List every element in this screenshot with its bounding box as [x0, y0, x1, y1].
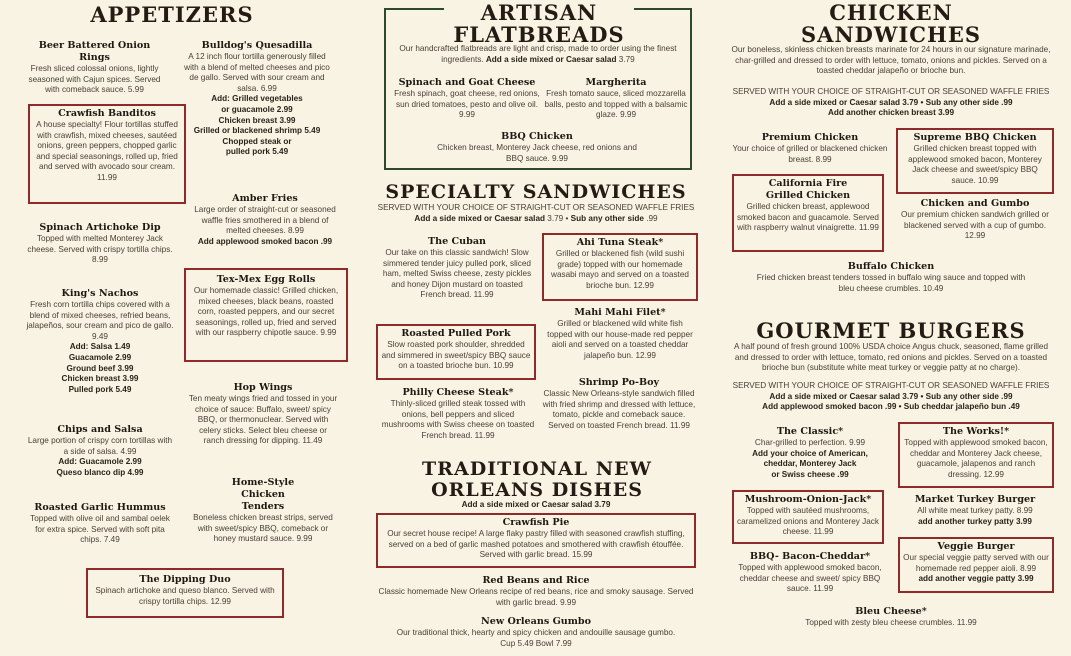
item-desc: Topped with applewood smoked bacon, cheddar cheese and sweet/ spicy BBQ sauce. 11.99 — [738, 563, 882, 594]
item-desc: Topped with applewood smoked bacon, cheddar and Monterey Jack cheese, guacamole, jalapenos and ranch dressing. 12.99 — [904, 438, 1048, 479]
item-desc: A house specialty! Flour tortillas stuffed with crawfish, mixed cheeses, sautéed onions, green peppers, chopped garlic and special seasonings, rolled up, fried and served with avocado sour cream. 11.99 — [36, 120, 178, 182]
item-desc: Fresh sliced colossal onions, lightly seasoned with Cajun spices. Served with comeback sauce. 5.99 — [28, 64, 161, 95]
item-name: The Cuban — [427, 236, 487, 247]
item-desc: Grilled chicken breast topped with applewood smoked bacon, Monterey Jack cheese and sweet/spicy BBQ sauce. 10.99 — [908, 144, 1042, 185]
item-add: Ground beef 3.99 — [66, 363, 134, 373]
served-text: SERVED WITH YOUR CHOICE OF STRAIGHT-CUT OR SEASONED WAFFLE FRIES — [377, 203, 695, 212]
item-add: Add: Guacamole 2.99 — [58, 457, 142, 467]
item-desc: Fresh spinach, goat cheese, red onions, sun dried tomatoes, pesto and olive oil. 9.99 — [394, 89, 540, 120]
add-salad: Add a side mixed or Caesar salad 3.79 — [461, 500, 611, 509]
item-desc: All white meat turkey patty. 8.99 — [917, 506, 1033, 515]
chicken-intro: Our boneless, skinless chicken breasts marinate for 24 hours in our signature marinade, char-grilled and dressed to order with lettuce, tomato, onions and pickles. Served on a toasted cheddar jalapeño or brioche bun. — [731, 45, 1051, 75]
item-desc: Topped with melted Monterey Jack cheese. Served with crispy tortilla chips. 8.99 — [27, 234, 173, 265]
menu-item-hop-wings — [188, 382, 338, 447]
item-name: Home-Style Chicken Tenders — [231, 477, 295, 512]
item-desc: Grilled or blackened wild white fish topped with our house-made red pepper aioli and served on a toasted cheddar jalapeño bun. 12.99 — [547, 319, 693, 360]
item-desc: Large portion of crispy corn tortillas with a side of salsa. 4.99 — [27, 436, 173, 456]
burgers-served — [728, 381, 1054, 413]
item-name: King's Nachos — [61, 288, 139, 299]
sub-side: Sub any other side — [570, 213, 644, 223]
item-add: pulled pork 5.49 — [225, 147, 289, 157]
item-name: Chips and Salsa — [57, 424, 143, 435]
item-name: Spinach Artichoke Dip — [39, 222, 161, 233]
specialty-heading: SPECIALTY SANDWICHES — [385, 181, 687, 203]
item-name: Supreme BBQ Chicken — [913, 132, 1037, 143]
item-price: Cup 5.49 Bowl 7.99 — [500, 638, 572, 648]
item-name: Crawfish Banditos — [58, 108, 156, 119]
item-name: The Works!* — [942, 426, 1010, 437]
menu-item-mushroom-onion-jack — [736, 494, 880, 538]
item-name: Bleu Cheese* — [855, 606, 927, 617]
menu-item-crawfish-banditos — [34, 108, 180, 184]
item-name: Hop Wings — [233, 382, 293, 393]
flatbreads-intro — [392, 44, 684, 65]
item-desc: Fresh tomato sauce, sliced mozzarella balls, pesto and topped with a balsamic glaze. 9.99 — [544, 89, 688, 120]
item-name: Ahi Tuna Steak* — [576, 237, 664, 248]
menu-item-onion-rings — [22, 40, 167, 96]
item-desc: Fried chicken breast tenders tossed in buffalo wing sauce and topped with bleu cheese crumbles. 10.49 — [756, 273, 1026, 293]
add-salad-price: 3.79 — [547, 213, 564, 223]
menu-item-mahi-mahi — [544, 307, 696, 361]
menu-item-the-works — [902, 426, 1050, 480]
item-desc: Our homemade classic! Grilled chicken, mixed cheeses, black beans, roasted corn, roasted peppers, and our secret seasonings, rolled up, fried and served with our raspberry chipotle sauce. 9.99 — [193, 286, 339, 338]
item-desc: Large order of straight-cut or seasoned waffle fries smothered in a blend of melted cheeses. 8.99 — [194, 205, 336, 236]
item-add: add another turkey patty 3.99 — [918, 516, 1032, 526]
item-add: Grilled or blackened shrimp 5.49 — [193, 126, 321, 136]
menu-item-pulled-pork — [380, 328, 532, 372]
menu-item-gumbo — [372, 616, 700, 649]
burgers-heading: GOURMET BURGERS — [756, 318, 1026, 343]
item-desc: Thinly-sliced grilled steak tossed with onions, bell peppers and sliced mushrooms with Swiss cheese on toasted French bread. 11.99 — [381, 399, 535, 440]
menu-item-margherita — [544, 77, 688, 121]
item-desc: Ten meaty wings fried and tossed in your choice of sauce: Buffalo, sweet/ spicy BBQ, or thermonuclear. Served with celery sticks. Select bleu cheese or ranch dressing for dipping. 11.49 — [188, 394, 338, 446]
item-add: Queso blanco dip 4.99 — [56, 467, 144, 477]
add-bacon: Add applewood smoked bacon .99 • Sub cheddar jalapeño bun .49 — [762, 402, 1020, 411]
item-desc: Topped with sautéed mushrooms, caramelized onions and Monterey Jack cheese. 11.99 — [737, 506, 879, 537]
chicken-served — [728, 87, 1054, 119]
add-chicken: Add another chicken breast 3.99 — [827, 108, 955, 117]
menu-item-bleu-cheese — [748, 606, 1034, 629]
item-add: Add: Salsa 1.49 — [69, 342, 131, 352]
item-desc: Our special veggie patty served with our homemade red pepper aioli. 8.99 — [903, 553, 1049, 573]
item-desc: Boneless chicken breast strips, served with sweet/spicy BBQ, comeback or honey mustard sauce. 9.99 — [193, 513, 333, 544]
item-desc: Char-grilled to perfection. 9.99 — [754, 438, 866, 447]
item-name: Shrimp Po-Boy — [578, 377, 660, 388]
item-desc: Your choice of grilled or blackened chicken breast. 8.99 — [732, 144, 888, 164]
item-add: Guacamole 2.99 — [68, 352, 132, 362]
item-add: or Swiss cheese .99 — [771, 469, 849, 479]
item-name: Red Beans and Rice — [482, 575, 590, 586]
menu-item-supreme-bbq — [900, 132, 1050, 186]
item-desc: Our take on this classic sandwich! Slow simmered tender juicy pulled pork, sliced ham, melted Swiss cheese, zesty pickles and honey Dijon mustard on toasted French bread. 11.99 — [382, 248, 532, 300]
item-name: BBQ Chicken — [501, 131, 573, 142]
item-name: Roasted Garlic Hummus — [34, 502, 166, 513]
item-name: The Dipping Duo — [139, 574, 231, 585]
item-name: Premium Chicken — [761, 132, 859, 143]
served-text: SERVED WITH YOUR CHOICE OF STRAIGHT-CUT OR SEASONED WAFFLE FRIES — [732, 87, 1050, 96]
right-column — [728, 0, 1064, 656]
item-add: Add: Grilled vegetables — [211, 94, 303, 104]
item-name: Veggie Burger — [937, 541, 1015, 552]
nola-heading: TRADITIONAL NEW ORLEANS DISHES — [422, 458, 652, 501]
chicken-heading: CHICKEN SANDWICHES — [801, 0, 981, 47]
menu-item-cuban — [382, 236, 532, 301]
item-add: Pulled pork 5.49 — [68, 384, 132, 394]
item-name: Mahi Mahi Filet* — [574, 307, 666, 318]
item-name: BBQ- Bacon-Cheddar* — [749, 551, 871, 562]
menu-item-bbq-bacon-cheddar — [732, 551, 888, 595]
menu-item-red-beans — [372, 575, 700, 608]
center-column — [372, 0, 700, 656]
item-name: Buffalo Chicken — [847, 261, 935, 272]
menu-item-hummus — [26, 502, 174, 546]
menu-item-shrimp-po-boy — [542, 377, 696, 431]
item-name: Chicken and Gumbo — [920, 198, 1030, 209]
appetizers-heading: APPETIZERS — [90, 2, 254, 27]
item-desc: Grilled chicken breast, applewood smoked bacon and guacamole. Served with raspberry walnut vinaigrette. 11.99 — [736, 202, 879, 233]
item-desc: Fresh corn tortilla chips covered with a blend of mixed cheeses, refried beans, jalapeños, sour cream and pico de gallo. 9.49 — [26, 300, 174, 341]
add-salad: Add a side mixed or Caesar salad — [414, 213, 546, 223]
item-add: Add applewood smoked bacon .99 — [197, 236, 333, 246]
menu-item-chips-salsa — [26, 424, 174, 478]
menu-item-buffalo-chicken — [748, 261, 1034, 294]
menu-item-classic-burger — [730, 426, 890, 480]
menu-item-premium-chicken — [730, 132, 890, 165]
item-name: Bulldog's Quesadilla — [201, 40, 313, 51]
item-desc: Spinach artichoke and queso blanco. Served with crispy tortilla chips. 12.99 — [95, 586, 275, 606]
add-salad: Add a side mixed or Caesar salad 3.79 • Sub any other side .99 — [769, 391, 1013, 401]
menu-item-spinach-dip — [26, 222, 174, 266]
item-add: add another veggie patty 3.99 — [918, 574, 1034, 584]
menu-item-bbq-chicken-flatbread — [432, 131, 642, 164]
menu-item-egg-rolls — [190, 274, 342, 339]
item-name: Spinach and Goat Cheese — [398, 77, 536, 88]
menu-item-philly — [380, 387, 536, 441]
item-name: Roasted Pulled Pork — [401, 328, 511, 339]
menu-item-ahi-tuna — [546, 237, 694, 291]
add-salad-price: 3.79 — [618, 54, 635, 64]
item-desc: Slow roasted pork shoulder, shredded and simmered in sweet/spicy BBQ sauce on a toasted brioche bun. 10.99 — [381, 340, 531, 371]
item-name: Amber Fries — [232, 193, 298, 204]
item-add: Chicken breast 3.99 — [61, 374, 139, 384]
add-salad: Add a side mixed or Caesar salad 3.79 • Sub any other side .99 — [769, 97, 1013, 107]
flatbreads-heading: ARTISAN FLATBREADS — [444, 2, 634, 46]
item-desc: Chicken breast, Monterey Jack cheese, red onions and BBQ sauce. 9.99 — [437, 143, 637, 163]
sub-side-price: .99 — [646, 213, 658, 223]
item-name: Margherita — [585, 77, 647, 88]
item-desc: Grilled or blackened fish (wild sushi grade) topped with our homemade wasabi mayo and served on a toasted brioche bun. 12.99 — [551, 249, 689, 290]
menu-item-spinach-goat — [392, 77, 542, 121]
item-name: Market Turkey Burger — [914, 494, 1036, 505]
item-add: cheddar, Monterey Jack — [763, 459, 857, 469]
menu-item-crawfish-pie — [382, 517, 690, 561]
item-name: California Fire Grilled Chicken — [765, 178, 851, 201]
menu-item-california-fire — [736, 178, 880, 234]
appetizers-column — [22, 0, 362, 656]
item-desc: Our traditional thick, hearty and spicy chicken and andouille sausage gumbo. — [396, 628, 676, 637]
item-add: Chicken breast 3.99 — [218, 115, 296, 125]
intro-text: Our handcrafted flatbreads are light and crisp, made to order using the finest ingredients. — [399, 44, 677, 64]
item-name: Beer Battered Onion Rings — [38, 40, 151, 63]
item-desc: Topped with zesty bleu cheese crumbles. 11.99 — [805, 618, 977, 627]
item-name: Philly Cheese Steak* — [402, 387, 514, 398]
nola-add — [372, 500, 700, 511]
item-add: Add your choice of American, — [752, 448, 868, 458]
item-desc: Topped with olive oil and sambal oelek for extra spice. Served with soft pita chips. 7.49 — [30, 514, 170, 545]
item-add: Chopped steak or — [222, 136, 292, 146]
menu-item-turkey-burger — [900, 494, 1050, 527]
item-add: or guacamole 2.99 — [221, 104, 293, 114]
item-desc: Our premium chicken sandwich grilled or blackened served with a cup of gumbo. 12.99 — [901, 210, 1049, 241]
item-name: Mushroom-Onion-Jack* — [744, 494, 872, 505]
item-name: New Orleans Gumbo — [481, 616, 591, 627]
item-desc: A 12 inch flour tortilla generously filled with a blend of melted cheeses and pico de gallo. Served with sour cream and salsa. 6.99 — [184, 52, 330, 93]
item-desc: Classic New Orleans-style sandwich filled with fried shrimp and dressed with lettuce, tomato, pickle and comeback sauce. Served on toasted French bread. 11.99 — [542, 389, 696, 430]
menu-item-nachos — [26, 288, 174, 395]
menu-item-chicken-tenders — [188, 477, 338, 545]
item-name: Crawfish Pie — [502, 517, 570, 528]
specialty-served: SERVED WITH YOUR CHOICE OF STRAIGHT-CUT OR SEASONED WAFFLE FRIES Add a side mixed or Caesar salad 3.79 • Sub any other side .99 — [377, 203, 695, 223]
menu-item-dipping-duo — [92, 574, 278, 607]
menu-item-chicken-gumbo — [900, 198, 1050, 242]
item-desc: Classic homemade New Orleans recipe of red beans, rice and smoky sausage. Served with garlic bread. 9.99 — [378, 587, 694, 607]
menu-item-quesadilla — [182, 40, 332, 158]
menu-item-amber-fries — [190, 193, 340, 247]
add-salad: Add a side mixed or Caesar salad — [485, 54, 617, 64]
burgers-intro: A half pound of fresh ground 100% USDA choice Angus chuck, seasoned, flame grilled and dressed to order with lettuce, tomato, red onions and pickles. Served on a toasted brioche bun (substitute white meat turkey or veggie patty at no charge). — [733, 342, 1049, 372]
served-text: SERVED WITH YOUR CHOICE OF STRAIGHT-CUT OR SEASONED WAFFLE FRIES — [732, 381, 1050, 390]
item-name: Tex-Mex Egg Rolls — [216, 274, 316, 285]
menu-item-veggie-burger — [902, 541, 1050, 585]
item-name: The Classic* — [776, 426, 844, 437]
item-desc: Our secret house recipe! A large flaky pastry filled with seasoned crawfish stuffing, served on a bed of garlic mashed potatoes and smothered with crawfish étouffée. Served with garlic bread. 15.99 — [387, 529, 685, 560]
